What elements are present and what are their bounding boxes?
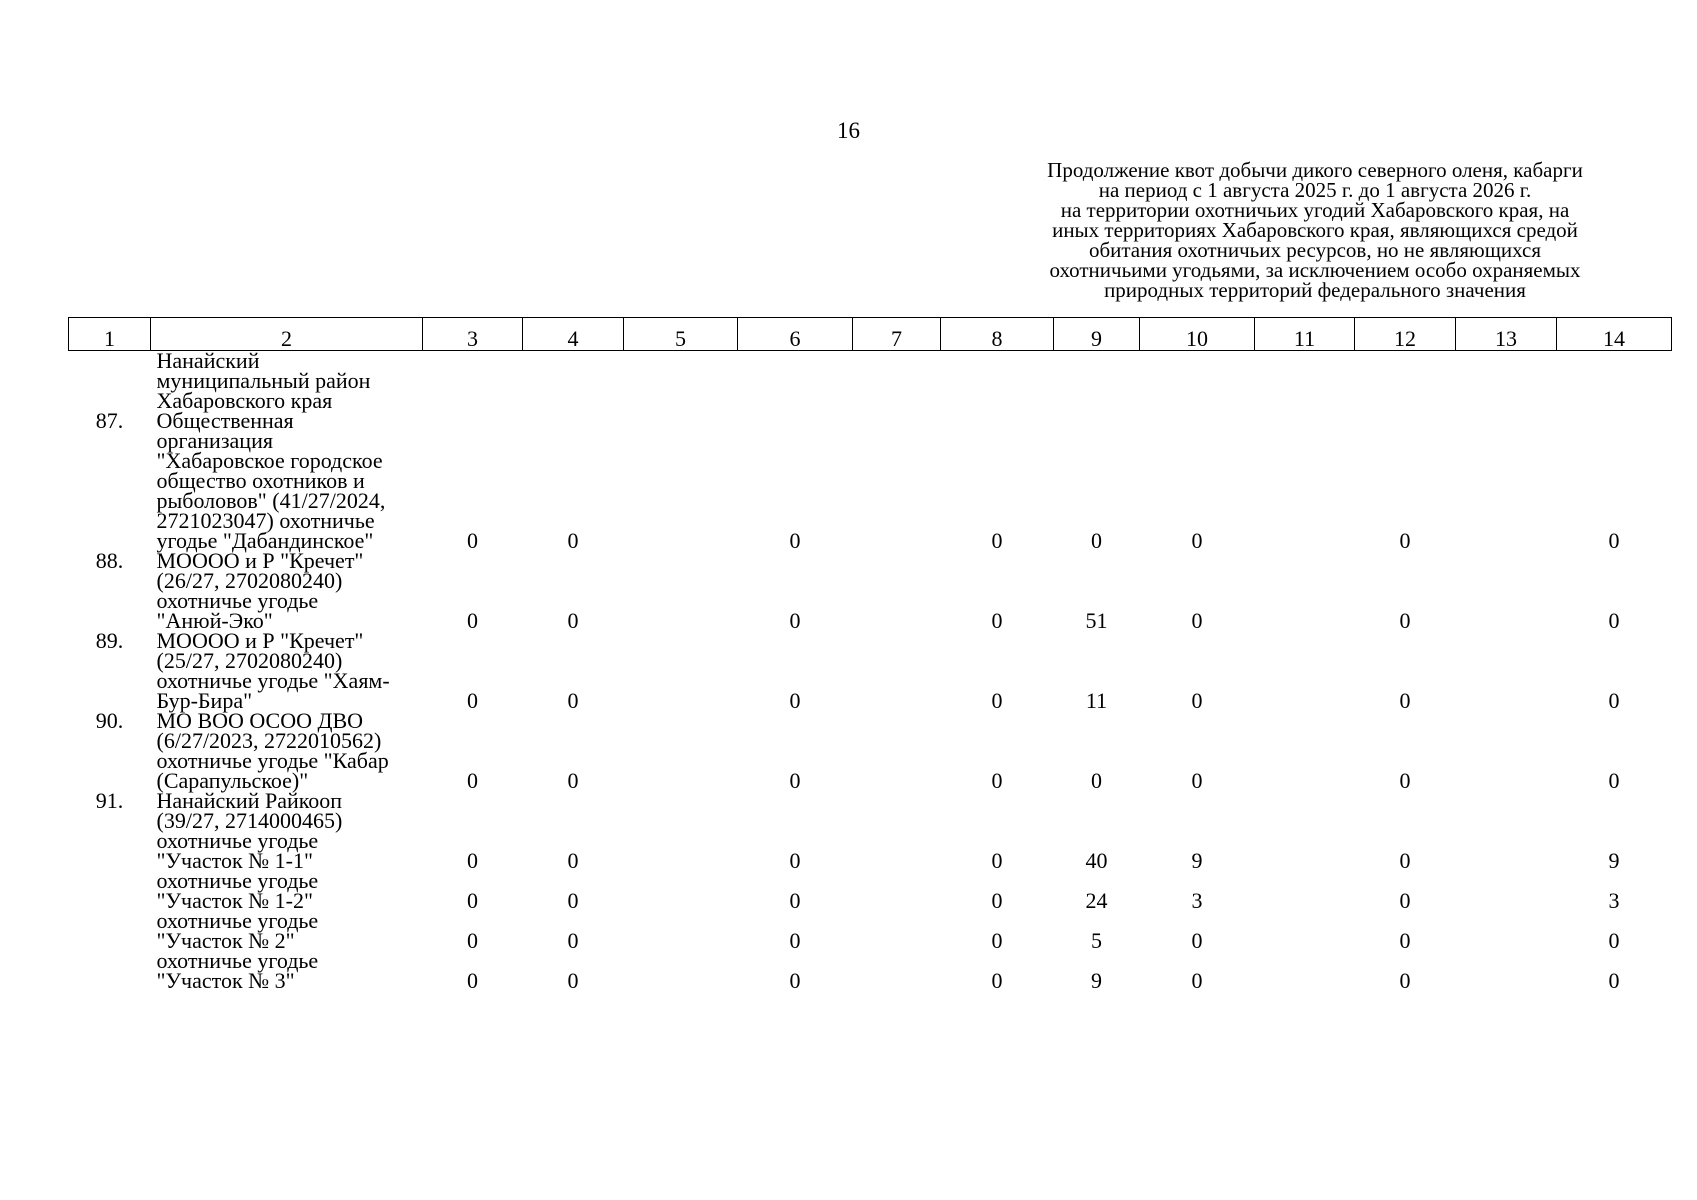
- name-line: (Сарапульское)": [156, 768, 309, 793]
- column-header: 11: [1255, 318, 1355, 351]
- cell-value: [624, 911, 738, 951]
- name-line: Хабаровского края: [156, 388, 333, 413]
- table-heading: [1005, 160, 1625, 300]
- cell-value: 0: [467, 528, 478, 553]
- hunting-ground-name: [151, 788, 423, 833]
- name-line: "Участок № 2": [156, 928, 295, 953]
- name-line: 2721023047) охотничье: [156, 508, 375, 533]
- cell-value: 0: [789, 528, 801, 553]
- cell-value: 0: [567, 848, 579, 873]
- name-line: (25/27, 2702080240): [156, 648, 343, 673]
- column-header: 8: [941, 318, 1054, 351]
- cell-value: [1456, 711, 1557, 791]
- cell-value: 0: [467, 888, 478, 913]
- name-line: охотничье угодье "Хаям-: [156, 668, 390, 693]
- cell-value: 0: [1191, 688, 1203, 713]
- name-line: (39/27, 2714000465): [156, 808, 343, 833]
- cell-value: 0: [789, 968, 801, 993]
- name-line: муниципальный район: [156, 368, 371, 393]
- cell-value: [624, 871, 738, 911]
- cell-value: 0: [991, 968, 1003, 993]
- cell-value: [624, 551, 738, 631]
- name-line: охотничье угодье "Кабар: [156, 748, 389, 773]
- name-line: МОООО и Р "Кречет": [156, 548, 364, 573]
- heading-line: на территории охотничьих угодий Хабаровского края, на: [1060, 198, 1570, 222]
- hunting-ground-name: [151, 708, 423, 793]
- district-row: [69, 351, 1672, 412]
- cell-value: [1255, 871, 1355, 911]
- cell-value: [1255, 831, 1355, 871]
- table-row: [69, 791, 1672, 831]
- cell-value: 0: [1191, 928, 1203, 953]
- cell-value: 0: [1399, 968, 1411, 993]
- cell-value: 0: [1191, 968, 1203, 993]
- name-line: "Участок № 1-2": [156, 888, 313, 913]
- name-line: охотничье угодье: [156, 868, 319, 893]
- name-line: охотничье угодье: [156, 908, 319, 933]
- column-number-row: [69, 318, 1672, 351]
- cell-value: 0: [789, 848, 801, 873]
- cell-value: [1456, 871, 1557, 911]
- cell-value: [853, 551, 941, 631]
- cell-value: [624, 411, 738, 551]
- cell-value: [624, 831, 738, 871]
- cell-value: 0: [991, 528, 1003, 553]
- cell-value: [853, 871, 941, 911]
- cell-value: 0: [567, 768, 579, 793]
- cell-value: 11: [1085, 688, 1108, 713]
- cell-value: 0: [1608, 688, 1620, 713]
- cell-value: 0: [567, 888, 579, 913]
- table-row: [69, 551, 1672, 631]
- cell-value: [1255, 951, 1355, 991]
- cell-value: 0: [1399, 848, 1411, 873]
- cell-value: [624, 711, 738, 791]
- cell-value: 0: [467, 768, 478, 793]
- row-number: 91.: [95, 788, 124, 813]
- cell-value: [624, 951, 738, 991]
- cell-value: 3: [1191, 888, 1203, 913]
- cell-value: 0: [467, 848, 478, 873]
- cell-value: 9: [1091, 968, 1102, 993]
- table-row: [69, 411, 1672, 551]
- cell-value: [1456, 631, 1557, 711]
- hunting-ground-name: [151, 628, 423, 713]
- column-header: 1: [69, 318, 151, 351]
- cell-value: 0: [567, 528, 579, 553]
- cell-value: [853, 951, 941, 991]
- cell-value: 0: [1191, 608, 1203, 633]
- cell-value: 0: [1191, 528, 1203, 553]
- cell-value: 0: [1399, 528, 1411, 553]
- cell-value: 0: [1399, 888, 1411, 913]
- cell-value: 0: [1608, 608, 1620, 633]
- row-number: 88.: [95, 548, 124, 573]
- name-line: рыболовов" (41/27/2024,: [156, 488, 386, 513]
- heading-line: обитания охотничьих ресурсов, но не являющихся: [1088, 238, 1542, 262]
- name-line: Нанайский Райкооп: [156, 788, 343, 813]
- cell-value: 0: [1091, 528, 1102, 553]
- cell-value: [1456, 911, 1557, 951]
- cell-value: [1456, 951, 1557, 991]
- cell-value: [624, 631, 738, 711]
- cell-value: [1456, 551, 1557, 631]
- column-header: 9: [1054, 318, 1140, 351]
- cell-value: [1456, 831, 1557, 871]
- cell-value: 0: [991, 848, 1003, 873]
- heading-line: охотничьими угодьями, за исключением особо охраняемых: [1049, 258, 1581, 282]
- heading-line: природных территорий федерального значения: [1104, 278, 1526, 302]
- cell-value: 24: [1085, 888, 1108, 913]
- cell-value: 0: [1608, 768, 1620, 793]
- cell-value: [853, 711, 941, 791]
- cell-value: 0: [789, 928, 801, 953]
- name-line: (26/27, 2702080240): [156, 568, 343, 593]
- cell-value: [853, 411, 941, 551]
- name-line: Бур-Бира": [156, 688, 253, 713]
- name-line: угодье "Дабандинское": [156, 528, 374, 553]
- hunting-ground-name: [151, 948, 423, 993]
- column-header: 14: [1557, 318, 1672, 351]
- column-header: 4: [523, 318, 624, 351]
- column-header: 7: [853, 318, 941, 351]
- name-line: МОООО и Р "Кречет": [156, 628, 364, 653]
- cell-value: 0: [789, 888, 801, 913]
- table-row: [69, 871, 1672, 911]
- table-row: [69, 711, 1672, 791]
- cell-value: 51: [1085, 608, 1108, 633]
- cell-value: 0: [467, 608, 478, 633]
- cell-value: 0: [991, 608, 1003, 633]
- column-header: 3: [423, 318, 523, 351]
- name-line: (6/27/2023, 2722010562): [156, 728, 382, 753]
- name-line: МО ВОО ОСОО ДВО: [156, 708, 364, 733]
- cell-value: 9: [1191, 848, 1203, 873]
- cell-value: 0: [567, 928, 579, 953]
- row-number: 89.: [95, 628, 124, 653]
- name-line: "Анюй-Эко": [156, 608, 273, 633]
- cell-value: 0: [467, 688, 478, 713]
- row-number: 90.: [95, 708, 124, 733]
- cell-value: 5: [1091, 928, 1102, 953]
- cell-value: [853, 911, 941, 951]
- cell-value: 0: [1091, 768, 1102, 793]
- cell-value: 0: [1608, 528, 1620, 553]
- name-line: охотничье угодье: [156, 948, 319, 973]
- cell-value: 0: [991, 928, 1003, 953]
- name-line: Общественная: [156, 408, 294, 433]
- cell-value: 0: [567, 608, 579, 633]
- hunting-ground-name: [151, 548, 423, 633]
- cell-value: 3: [1608, 888, 1620, 913]
- cell-value: [853, 831, 941, 871]
- column-header: 2: [151, 318, 423, 351]
- name-line: "Хабаровское городское: [156, 448, 383, 473]
- column-header: 5: [624, 318, 738, 351]
- cell-value: 0: [991, 888, 1003, 913]
- heading-line: на период с 1 августа 2025 г. до 1 августа 2026 г.: [1098, 178, 1532, 202]
- cell-value: 0: [1399, 928, 1411, 953]
- column-header: 10: [1140, 318, 1255, 351]
- cell-value: 40: [1085, 848, 1108, 873]
- hunting-ground-name: [151, 408, 423, 553]
- district-name: [151, 348, 423, 413]
- row-number: 87.: [95, 408, 124, 433]
- cell-value: [853, 631, 941, 711]
- hunting-ground-name: [151, 828, 423, 873]
- quota-table: [68, 317, 1672, 991]
- cell-value: 0: [1608, 928, 1620, 953]
- name-line: Нанайский: [156, 348, 260, 373]
- cell-value: [1255, 411, 1355, 551]
- table-row: [69, 951, 1672, 991]
- name-line: охотничье угодье: [156, 828, 319, 853]
- cell-value: [1255, 631, 1355, 711]
- cell-value: [1456, 411, 1557, 551]
- cell-value: 0: [1399, 768, 1411, 793]
- cell-value: 9: [1608, 848, 1620, 873]
- cell-value: 0: [567, 968, 579, 993]
- cell-value: 0: [789, 688, 801, 713]
- hunting-ground-name: [151, 908, 423, 953]
- column-header: 12: [1355, 318, 1456, 351]
- cell-value: 0: [467, 968, 478, 993]
- name-line: "Участок № 1-1": [156, 848, 313, 873]
- cell-value: 0: [991, 768, 1003, 793]
- name-line: "Участок № 3": [156, 968, 295, 993]
- table-row: [69, 631, 1672, 711]
- cell-value: 0: [1191, 768, 1203, 793]
- page-number: 16: [837, 118, 860, 143]
- cell-value: [1255, 711, 1355, 791]
- cell-value: 0: [1608, 968, 1620, 993]
- table-row: [69, 911, 1672, 951]
- name-line: организация: [156, 428, 273, 453]
- cell-value: 0: [1399, 608, 1411, 633]
- column-header: 13: [1456, 318, 1557, 351]
- heading-line: Продолжение квот добычи дикого северного оленя, кабарги: [1047, 158, 1583, 182]
- cell-value: 0: [991, 688, 1003, 713]
- cell-value: 0: [567, 688, 579, 713]
- heading-line: иных территориях Хабаровского края, являющихся средой: [1052, 218, 1578, 242]
- cell-value: 0: [1399, 688, 1411, 713]
- cell-value: [1255, 551, 1355, 631]
- column-header: 6: [738, 318, 853, 351]
- hunting-ground-name: [151, 868, 423, 913]
- cell-value: 0: [789, 608, 801, 633]
- cell-value: 0: [789, 768, 801, 793]
- table-row: [69, 831, 1672, 871]
- cell-value: 0: [467, 928, 478, 953]
- cell-value: [1255, 911, 1355, 951]
- name-line: охотничье угодье: [156, 588, 319, 613]
- name-line: общество охотников и: [156, 468, 365, 493]
